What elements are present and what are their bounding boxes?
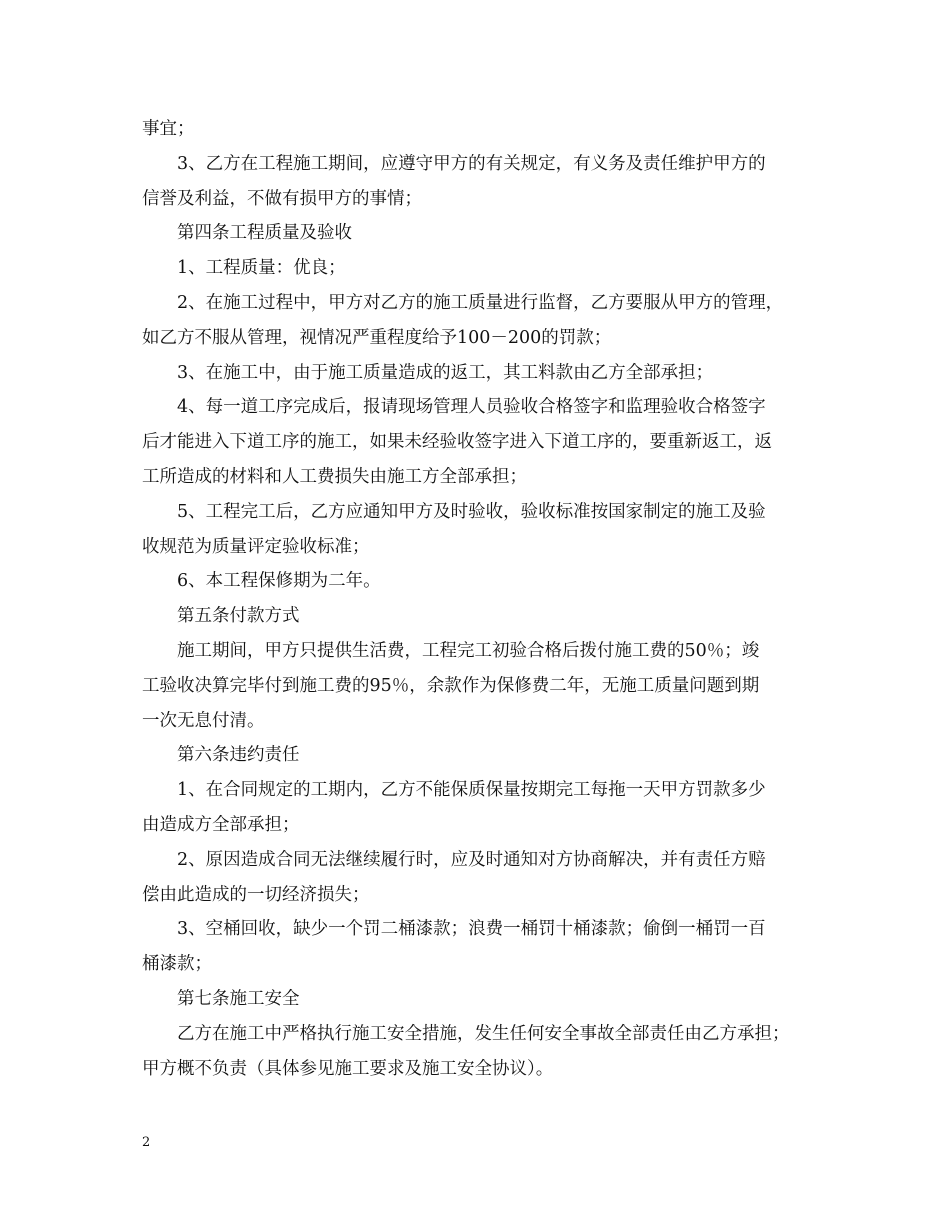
text-line: 3、在施工中，由于施工质量造成的返工，其工料款由乙方全部承担； (177, 362, 714, 383)
page-number: 2 (142, 1135, 151, 1150)
text-line: 工验收决算完毕付到施工费的95％，余款作为保修费二年，无施工质量问题到期 (142, 675, 760, 696)
text-line: 事宜； (142, 119, 195, 139)
text-line: 收规范为质量评定验收标准； (142, 536, 370, 557)
text-line: 2、在施工过程中，甲方对乙方的施工质量进行监督，乙方要服从甲方的管理， (177, 292, 784, 313)
text-line: 3、空桶回收，缺少一个罚二桶漆款；浪费一桶罚十桶漆款；偷倒一桶罚一百 (177, 919, 766, 940)
text-line: 6、本工程保修期为二年。 (177, 571, 381, 592)
text-line: 后才能进入下道工序的施工，如果未经验收签字进入下道工序的，要重新返工，返 (142, 432, 772, 453)
text-line: 3、乙方在工程施工期间，应遵守甲方的有关规定，有义务及责任维护甲方的 (177, 153, 766, 174)
text-line: 5、工程完工后，乙方应通知甲方及时验收，验收标准按国家制定的施工及验 (177, 501, 766, 522)
section-heading: 第七条施工安全 (177, 988, 300, 1009)
text-line: 4、每一道工序完成后，报请现场管理人员验收合格签字和监理验收合格签字 (177, 397, 766, 418)
text-line: 如乙方不服从管理，视情况严重程度给予100－200的罚款； (142, 327, 612, 348)
section-heading: 第六条违约责任 (177, 745, 300, 766)
text-line: 乙方在施工中严格执行施工安全措施，发生任何安全事故全部责任由乙方承担； (177, 1023, 790, 1044)
section-heading: 第四条工程质量及验收 (177, 223, 352, 244)
text-line: 由造成方全部承担； (142, 814, 300, 835)
contract-body (142, 112, 822, 1086)
text-line: 1、在合同规定的工期内，乙方不能保质保量按期完工每拖一天甲方罚款多少 (177, 780, 766, 801)
text-line: 施工期间，甲方只提供生活费，工程完工初验合格后拨付施工费的50％；竣 (177, 640, 760, 661)
text-line: 信誉及利益，不做有损甲方的事情； (142, 188, 422, 209)
text-line: 甲方概不负责（具体参见施工要求及施工安全协议）。 (142, 1058, 554, 1079)
text-line: 1、工程质量：优良； (177, 258, 346, 279)
section-heading: 第五条付款方式 (177, 606, 300, 627)
text-line: 一次无息付清。 (142, 710, 265, 731)
text-line: 桶漆款； (142, 954, 212, 975)
text-line: 2、原因造成合同无法继续履行时，应及时通知对方协商解决，并有责任方赔 (177, 849, 766, 870)
text-line: 工所造成的材料和人工费损失由施工方全部承担； (142, 466, 527, 487)
text-line: 偿由此造成的一切经济损失； (142, 884, 370, 905)
